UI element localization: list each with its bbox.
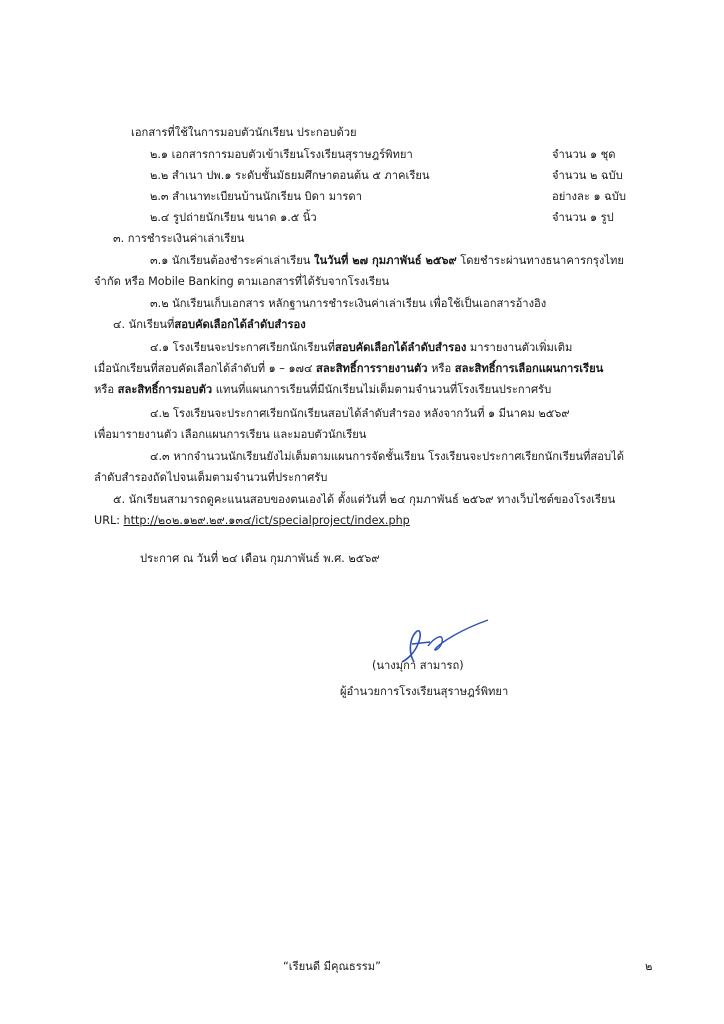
- section-4-1-text: หรือ: [94, 383, 118, 396]
- section-4-heading-text: ๔. นักเรียนที่: [113, 318, 175, 331]
- section-4-heading: [113, 317, 306, 333]
- page-number: ๒: [645, 960, 653, 973]
- section-4-heading-bold: สอบคัดเลือกได้ลำดับสำรอง: [174, 318, 306, 331]
- section-5-line1: ๕. นักเรียนสามารถดูคะแนนสอบของตนเองได้ ตั้งแต่วันที่ ๒๔ กุมภาพันธ์ ๒๕๖๙ ทางเว็บไซต์ของโรงเรียน: [113, 493, 616, 506]
- section-3-1-line1: [150, 253, 624, 269]
- document-item-label: ๒.๒ สำเนา ปพ.๑ ระดับชั้นมัธยมศึกษาตอนต้น ๕ ภาคเรียน: [150, 169, 430, 182]
- section-3-1-text: โดยชำระผ่านทางธนาคารกรุงไทย: [456, 254, 624, 267]
- documents-intro: เอกสารที่ใช้ในการมอบตัวนักเรียน ประกอบด้วย: [131, 126, 357, 139]
- section-4-2-line1: ๔.๒ โรงเรียนจะประกาศเรียกนักเรียนสอบได้ลำดับสำรอง หลังจากวันที่ ๑ มีนาคม ๒๕๖๙: [150, 407, 570, 420]
- section-4-3-line2: ลำดับสำรองถัดไปจนเต็มตามจำนวนที่ประกาศรับ: [94, 471, 328, 484]
- section-3-heading: ๓. การชำระเงินค่าเล่าเรียน: [113, 232, 245, 245]
- section-3-2: ๓.๒ นักเรียนเก็บเอกสาร หลักฐานการชำระเงินค่าเล่าเรียน เพื่อใช้เป็นเอกสารอ้างอิง: [150, 297, 547, 310]
- section-4-3-line1: ๔.๓ หากจำนวนนักเรียนยังไม่เต็มตามแผนการจัดชั้นเรียน โรงเรียนจะประกาศเรียกนักเรียนที่สอบได้: [150, 450, 624, 463]
- document-item-qty: จำนวน ๑ รูป: [552, 211, 614, 224]
- footer-motto: “เรียนดี มีคุณธรรม”: [283, 960, 381, 973]
- signer-name: (นางมุกา สามารถ): [372, 659, 464, 672]
- document-item-label: ๒.๑ เอกสารการมอบตัวเข้าเรียนโรงเรียนสุราษฎร์พิทยา: [150, 148, 413, 161]
- section-4-1-bold: สอบคัดเลือกได้ลำดับสำรอง: [335, 341, 467, 354]
- section-4-1-text: หรือ: [427, 362, 455, 375]
- section-4-1-line3: [94, 382, 551, 398]
- announcement-date: ประกาศ ณ วันที่ ๒๔ เดือน กุมภาพันธ์ พ.ศ. ๒๕๖๙: [140, 552, 380, 565]
- document-item-qty: จำนวน ๒ ฉบับ: [552, 169, 623, 182]
- section-4-1-line1: [150, 340, 572, 356]
- document-item-qty: อย่างละ ๑ ฉบับ: [552, 190, 626, 203]
- section-4-1-bold: สละสิทธิ์การเลือกแผนการเรียน: [454, 362, 604, 375]
- payment-date: ในวันที่ ๒๗ กุมภาพันธ์ ๒๕๖๙: [313, 254, 457, 267]
- section-3-1-line2: จำกัด หรือ Mobile Banking ตามเอกสารที่ได้รับจากโรงเรียน: [94, 275, 390, 288]
- document-item-label: ๒.๓ สำเนาทะเบียนบ้านนักเรียน บิดา มารดา: [150, 190, 362, 203]
- section-4-1-line2: [94, 361, 603, 377]
- section-4-1-bold: สละสิทธิ์การมอบตัว: [117, 383, 213, 396]
- document-item-qty: จำนวน ๑ ชุด: [552, 148, 616, 161]
- section-4-2-line2: เพื่อมารายงานตัว เลือกแผนการเรียน และมอบตัวนักเรียน: [94, 428, 367, 441]
- section-3-1-text: ๓.๑ นักเรียนต้องชำระค่าเล่าเรียน: [150, 254, 314, 267]
- signer-title: ผู้อำนวยการโรงเรียนสุราษฎร์พิทยา: [340, 685, 509, 698]
- section-5-line2: [94, 513, 410, 529]
- results-url-link[interactable]: http://๒๐๒.๑๒๙.๒๙.๑๓๔/ict/specialproject/index.php: [123, 514, 410, 527]
- section-4-1-text: แทนที่แผนการเรียนที่มีนักเรียนไม่เต็มตามจำนวนที่โรงเรียนประกาศรับ: [212, 383, 552, 396]
- section-4-1-text: มารายงานตัวเพิ่มเติม: [466, 341, 573, 354]
- section-4-1-text: ๔.๑ โรงเรียนจะประกาศเรียกนักเรียนที่: [150, 341, 336, 354]
- document-item-label: ๒.๔ รูปถ่ายนักเรียน ขนาด ๑.๕ นิ้ว: [150, 211, 317, 224]
- section-4-1-text: เมื่อนักเรียนที่สอบคัดเลือกได้ลำดับที่ ๑ – ๑๗๔: [94, 362, 316, 375]
- url-label: URL:: [94, 514, 124, 527]
- section-4-1-bold: สละสิทธิ์การรายงานตัว: [316, 362, 428, 375]
